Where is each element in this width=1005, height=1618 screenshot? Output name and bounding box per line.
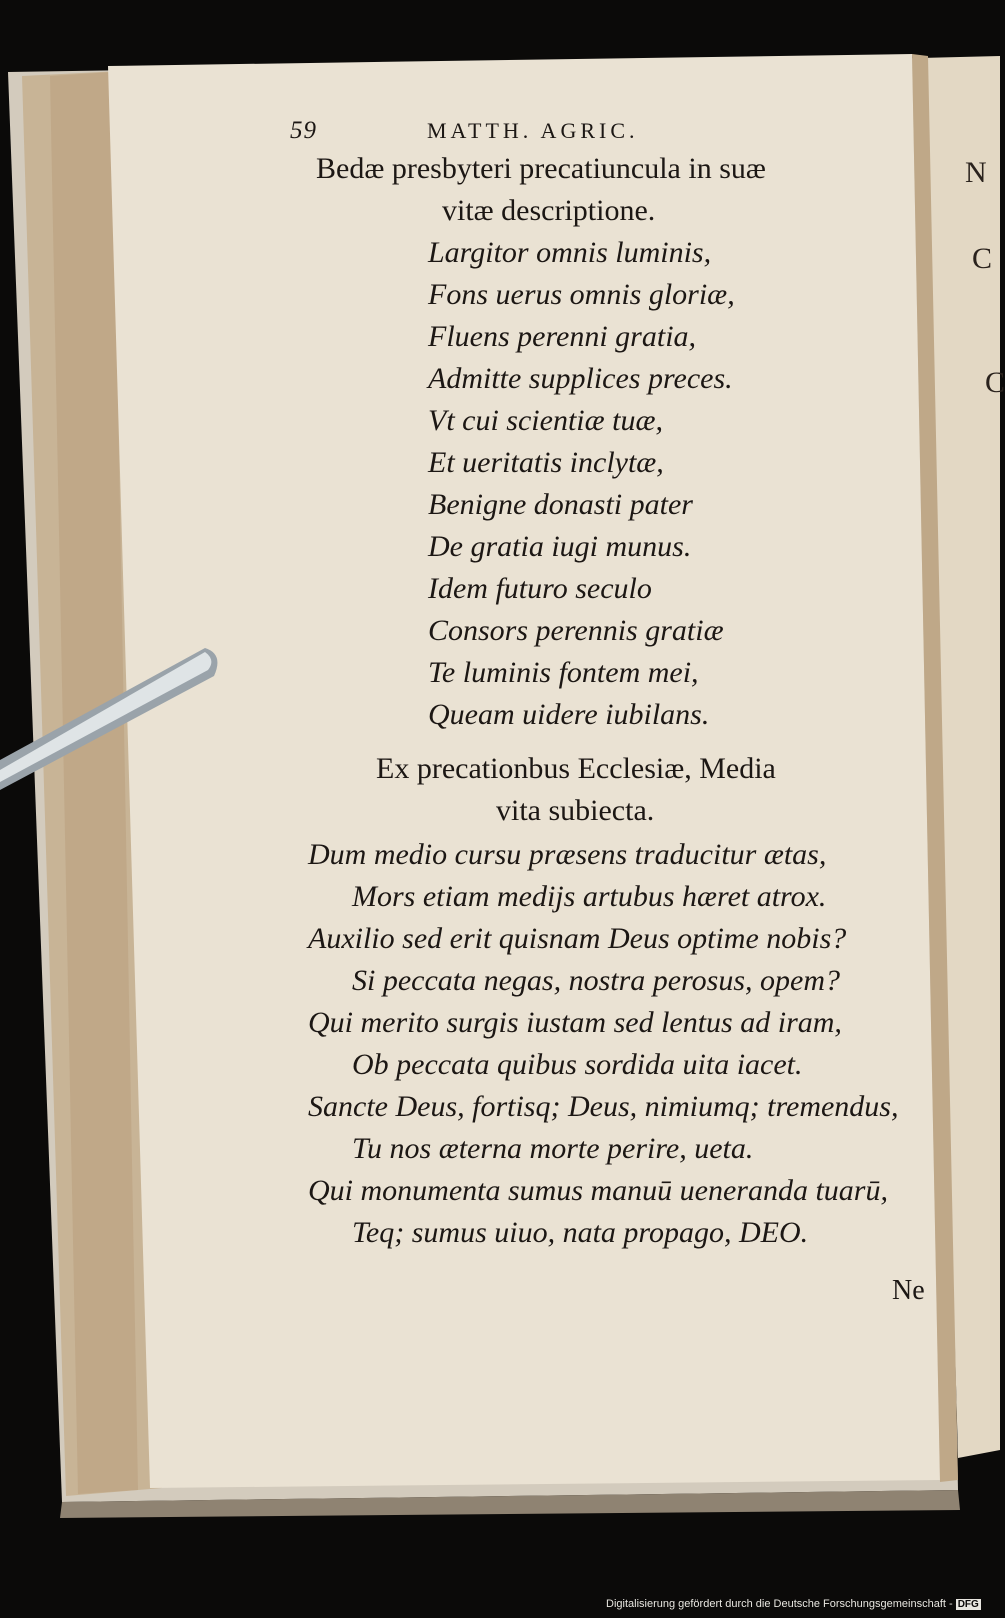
catchword: Ne [892,1275,925,1306]
facing-page-letter: C [985,366,1005,399]
facing-page-letter: N [965,156,987,189]
verse-line: Admitte supplices preces. [428,362,733,395]
verse-line: Si peccata negas, nostra perosus, opem? [352,964,840,997]
verse-line: Teq; sumus uiuo, nata propago, DEO. [352,1216,809,1249]
verse-line: Auxilio sed erit quisnam Deus optime nobis? [308,922,847,955]
verse-line: Queam uidere iubilans. [428,698,710,731]
verse-line: Ob peccata quibus sordida uita iacet. [352,1048,803,1081]
verse-line: Dum medio cursu præsens traducitur ætas, [308,838,827,871]
running-title: MATTH. AGRIC. [427,118,639,143]
section1-title-line-1: Bedæ presbyteri precatiuncula in suæ [316,152,766,185]
verse-line: De gratia iugi munus. [428,530,692,563]
dfg-logo: DFG [957,1599,979,1610]
verse-line: Consors perennis gratiæ [428,614,724,647]
verse-line: Mors etiam medijs artubus hæret atrox. [352,880,827,913]
verse-line: Vt cui scientiæ tuæ, [428,404,663,437]
verse-line: Et ueritatis inclytæ, [428,446,664,479]
facing-page-letter: C [972,242,993,275]
section2-title-line-2: vita subiecta. [496,794,655,827]
verse-line: Te luminis fontem mei, [428,656,699,689]
verse-line: Idem futuro seculo [428,572,652,605]
verse-line: Sancte Deus, fortisq; Deus, nimiumq; tremendus, [308,1090,899,1123]
section2-title-line-1: Ex precationbus Ecclesiæ, Media [376,752,776,785]
digitization-credit [606,1598,981,1610]
verse-line: Tu nos æterna morte perire, ueta. [352,1132,754,1165]
verse-line: Benigne donasti pater [428,488,693,521]
folio-number: 59 [290,117,317,144]
verse-line: Fons uerus omnis gloriæ, [428,278,735,311]
verse-line: Qui monumenta sumus manuū ueneranda tuarū, [308,1174,888,1207]
verse-line: Qui merito surgis iustam sed lentus ad iram, [308,1006,842,1039]
credit-text: Digitalisierung gefördert durch die Deutsche Forschungsgemeinschaft - [606,1598,953,1610]
section1-title-line-2: vitæ descriptione. [442,194,656,227]
running-head [290,117,639,145]
verse-line: Fluens perenni gratia, [428,320,697,353]
verse-line: Largitor omnis luminis, [428,236,712,269]
